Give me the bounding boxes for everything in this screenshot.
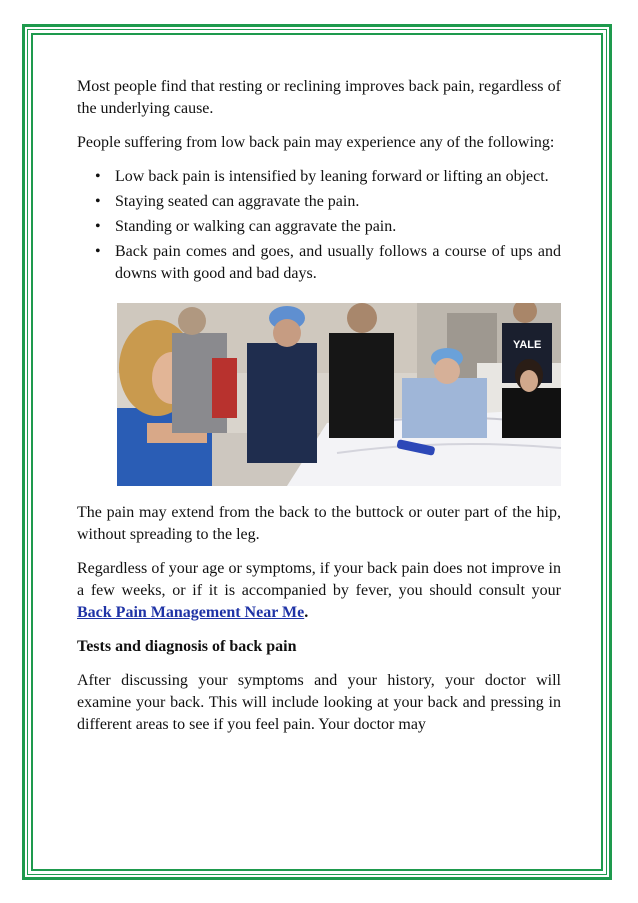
paragraph-consult xyxy=(77,558,561,624)
symptom-list xyxy=(77,166,561,285)
list-item: • Staying seated can aggravate the pain. xyxy=(115,191,561,213)
back-pain-management-link[interactable]: Back Pain Management Near Me xyxy=(77,604,305,621)
section-heading: Tests and diagnosis of back pain xyxy=(77,638,297,655)
list-item: • Low back pain is intensified by leaning forward or lifting an object. xyxy=(115,166,561,188)
consult-text: Regardless of your age or symptoms, if your back pain does not improve in a few weeks, or if it is accompanied by fever, you should consult your xyxy=(77,560,561,599)
paragraph-symptoms-intro: People suffering from low back pain may experience any of the following: xyxy=(77,134,555,151)
document-body xyxy=(77,76,561,748)
list-item: • Back pain comes and goes, and usually follows a course of ups and downs with good and bad days. xyxy=(115,241,561,285)
doctors-examining-photo xyxy=(117,303,561,486)
sweatshirt-text: YALE xyxy=(513,339,542,351)
paragraph-resting: Most people find that resting or reclining improves back pain, regardless of the underlying cause. xyxy=(77,78,561,117)
list-item: • Standing or walking can aggravate the pain. xyxy=(115,216,561,238)
paragraph-diagnosis: After discussing your symptoms and your history, your doctor will examine your back. This will include looking at your back and pressing in different areas to see if you feel pain. Your doctor may xyxy=(77,672,561,733)
paragraph-pain-extent: The pain may extend from the back to the buttock or outer part of the hip, without spreading to the leg. xyxy=(77,504,561,543)
consult-period: . xyxy=(304,604,309,621)
